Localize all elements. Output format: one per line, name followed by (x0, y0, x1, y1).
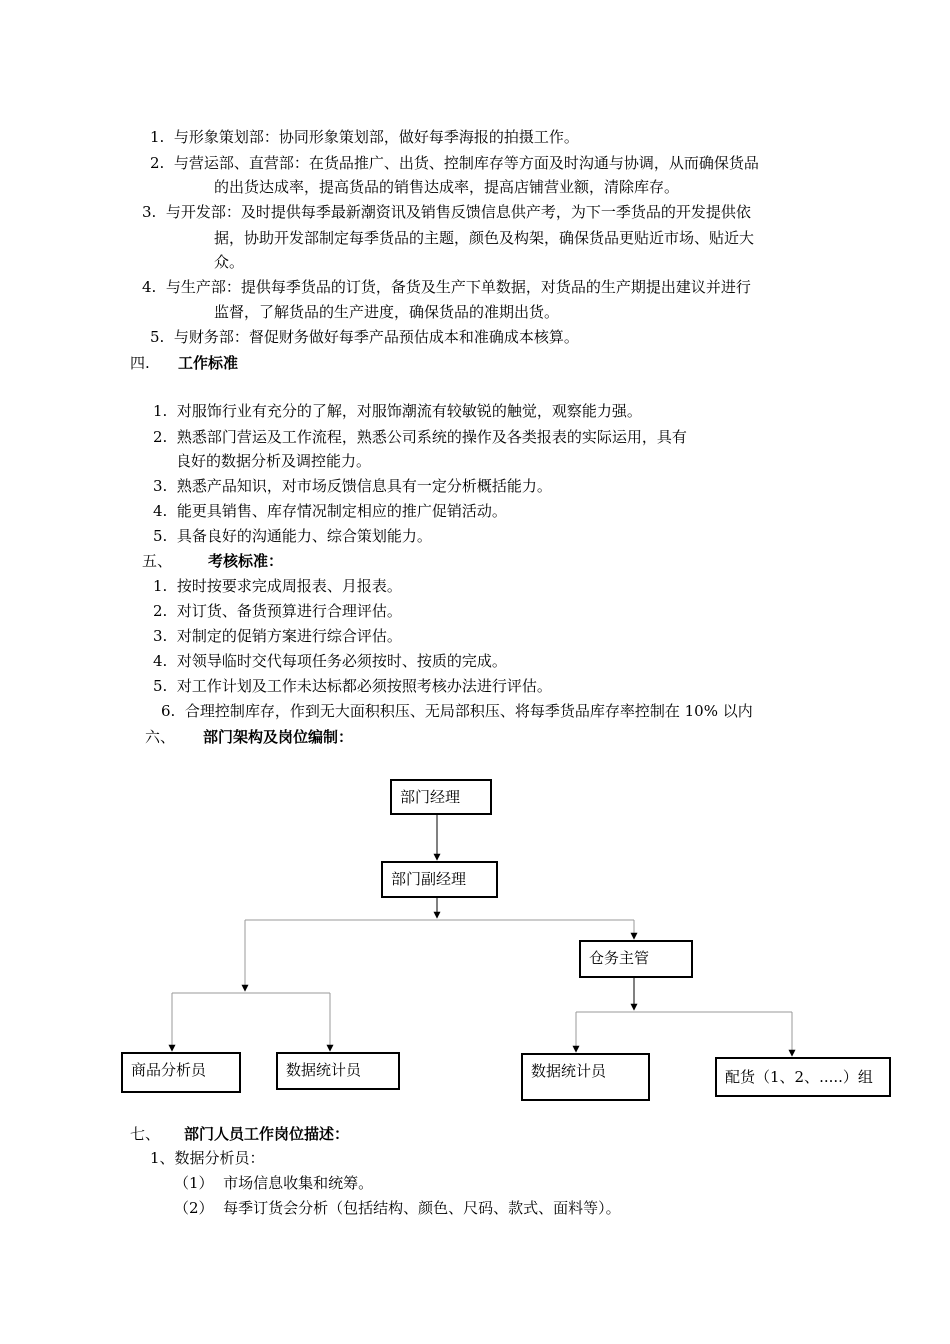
list-number: 2. (153, 602, 168, 620)
list-text: 与生产部：提供每季货品的订货，备货及生产下单数据，对货品的生产期提出建议并进行 (165, 278, 751, 296)
list-text: 与形象策划部：协同形象策划部，做好每季海报的拍摄工作。 (173, 128, 579, 146)
list-number: 5. (153, 527, 168, 545)
list-text: 具备良好的沟通能力、综合策划能力。 (176, 527, 432, 545)
list-number: 2. (150, 154, 165, 172)
section-title: 工作标准 (178, 354, 239, 372)
org-box-warehouse-head: 仓务主管 (579, 940, 693, 978)
org-box-stats-clerk-right: 数据统计员 (521, 1053, 650, 1101)
coop-item-3-cont: 众。 (214, 253, 245, 271)
list-number: 5. (150, 328, 165, 346)
section-number: 五、 (142, 552, 173, 570)
list-number: 2. (153, 428, 168, 446)
list-number: 3. (153, 627, 168, 645)
section-number: 四. (130, 354, 150, 372)
section-number: 六、 (145, 728, 176, 746)
list-text: 与开发部：及时提供每季最新潮资讯及销售反馈信息供产考，为下一季货品的开发提供依 (165, 203, 751, 221)
coop-item-3-cont: 据，协助开发部制定每季货品的主题，颜色及构架，确保货品更贴近市场、贴近大 (214, 229, 755, 247)
org-box-stats-clerk-left: 数据统计员 (276, 1052, 400, 1090)
list-text: 对订货、备货预算进行合理评估。 (176, 602, 402, 620)
list-item (174, 1173, 373, 1193)
list-number: 4. (153, 502, 168, 520)
section-title: 部门架构及岗位编制： (203, 728, 354, 746)
list-text: 市场信息收集和统筹。 (223, 1174, 374, 1192)
list-text: 熟悉产品知识，对市场反馈信息具有一定分析概括能力。 (176, 477, 552, 495)
list-text: 能更具销售、库存情况制定相应的推广促销活动。 (176, 502, 507, 520)
list-number: 3. (142, 203, 157, 221)
list-text: 每季订货会分析（包括结构、颜色、尺码、款式、面料等）。 (223, 1199, 621, 1217)
org-box-product-analyst: 商品分析员 (121, 1052, 241, 1093)
list-number: （2） (174, 1199, 214, 1217)
section-number: 七、 (130, 1125, 161, 1143)
list-number: （1） (174, 1174, 214, 1192)
list-number: 1. (150, 128, 165, 146)
list-text: 对领导临时交代每项任务必须按时、按质的完成。 (176, 652, 507, 670)
list-text: 与营运部、直营部：在货品推广、出货、控制库存等方面及时沟通与协调，从而确保货品 (173, 154, 759, 172)
section-title: 部门人员工作岗位描述： (184, 1125, 350, 1143)
list-number: 6. (161, 702, 176, 720)
list-item-cont: 良好的数据分析及调控能力。 (176, 452, 372, 470)
coop-item-2-cont: 的出货达成率，提高货品的销售达成率，提高店铺营业额，清除库存。 (214, 178, 680, 196)
list-text: 对服饰行业有充分的了解，对服饰潮流有较敏锐的触觉，观察能力强。 (176, 402, 642, 420)
coop-item-4-cont: 监督，了解货品的生产进度，确保货品的准期出货。 (214, 303, 560, 321)
list-text: 对工作计划及工作未达标都必须按照考核办法进行评估。 (176, 677, 552, 695)
list-number: 5. (153, 677, 168, 695)
list-text: 对制定的促销方案进行综合评估。 (176, 627, 402, 645)
org-box-deputy: 部门副经理 (381, 861, 498, 898)
list-number: 4. (142, 278, 157, 296)
list-number: 1. (153, 577, 168, 595)
list-number: 1. (153, 402, 168, 420)
section-title: 考核标准： (208, 552, 284, 570)
list-text: 与财务部：督促财务做好每季产品预估成本和准确成本核算。 (173, 328, 579, 346)
list-number: 4. (153, 652, 168, 670)
list-text: 按时按要求完成周报表、月报表。 (176, 577, 402, 595)
org-box-distribution-group: 配货（1、2、.....）组 (715, 1057, 891, 1097)
org-box-manager: 部门经理 (390, 779, 492, 815)
sub-heading: 1、数据分析员： (150, 1149, 265, 1167)
list-item (174, 1198, 621, 1218)
list-text: 合理控制库存，作到无大面积积压、无局部积压、将每季货品库存率控制在 10% 以内 (184, 702, 753, 720)
list-number: 3. (153, 477, 168, 495)
list-text: 熟悉部门营运及工作流程，熟悉公司系统的操作及各类报表的实际运用，具有 (176, 428, 687, 446)
